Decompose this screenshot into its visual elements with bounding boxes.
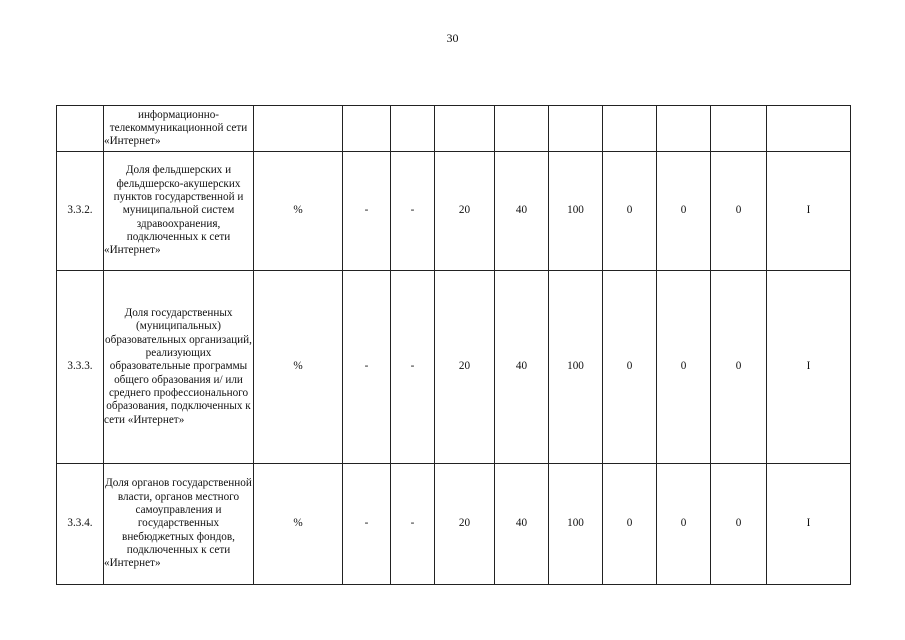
value-cell [343, 106, 391, 152]
unit-cell [254, 106, 343, 152]
value-cell [657, 106, 711, 152]
value-cell: 0 [603, 464, 657, 585]
value-cell [549, 106, 603, 152]
value-cell: I [767, 152, 851, 271]
value-cell [435, 106, 495, 152]
indicator-name-cell: информационно-телекоммуникационной сети «Интернет» [104, 106, 254, 152]
value-cell: - [343, 271, 391, 464]
unit-cell: % [254, 271, 343, 464]
value-cell: 0 [711, 464, 767, 585]
value-cell: 0 [657, 271, 711, 464]
value-cell: - [343, 152, 391, 271]
value-cell [603, 106, 657, 152]
table-row [57, 152, 851, 271]
value-cell: 0 [603, 271, 657, 464]
indicator-name-cell: Доля фельдшерских и фельдшерско-акушерских пунктов государственной и муниципальной систем здравоохранения, подключенных к сети «Интернет» [104, 152, 254, 271]
value-cell: 40 [495, 152, 549, 271]
value-cell: 20 [435, 152, 495, 271]
value-cell: 0 [657, 464, 711, 585]
unit-cell: % [254, 152, 343, 271]
value-cell: 20 [435, 271, 495, 464]
indicator-name-cell: Доля государственных (муниципальных) образовательных организаций, реализующих образовательные программы общего образования и/ или среднего профессионального образования, подключенных к сети «Интернет» [104, 271, 254, 464]
value-cell: 40 [495, 271, 549, 464]
value-cell: 0 [711, 152, 767, 271]
value-cell: - [391, 271, 435, 464]
value-cell: 100 [549, 152, 603, 271]
value-cell [767, 106, 851, 152]
value-cell: I [767, 464, 851, 585]
value-cell: 100 [549, 271, 603, 464]
value-cell [711, 106, 767, 152]
value-cell: I [767, 271, 851, 464]
table-row [57, 106, 851, 152]
row-number-cell: 3.3.2. [57, 152, 104, 271]
value-cell [495, 106, 549, 152]
value-cell: - [391, 152, 435, 271]
value-cell: 40 [495, 464, 549, 585]
value-cell: 0 [657, 152, 711, 271]
row-number-cell [57, 106, 104, 152]
value-cell: 20 [435, 464, 495, 585]
indicators-table [56, 105, 851, 585]
value-cell: 0 [711, 271, 767, 464]
page-number: 30 [446, 31, 459, 45]
value-cell: - [343, 464, 391, 585]
value-cell: - [391, 464, 435, 585]
value-cell [391, 106, 435, 152]
value-cell: 100 [549, 464, 603, 585]
indicator-name-cell: Доля органов государственной власти, органов местного самоуправления и государственных внебюджетных фондов, подключенных к сети «Интернет» [104, 464, 254, 585]
row-number-cell: 3.3.4. [57, 464, 104, 585]
table-row [57, 271, 851, 464]
unit-cell: % [254, 464, 343, 585]
value-cell: 0 [603, 152, 657, 271]
table-row [57, 464, 851, 585]
row-number-cell: 3.3.3. [57, 271, 104, 464]
